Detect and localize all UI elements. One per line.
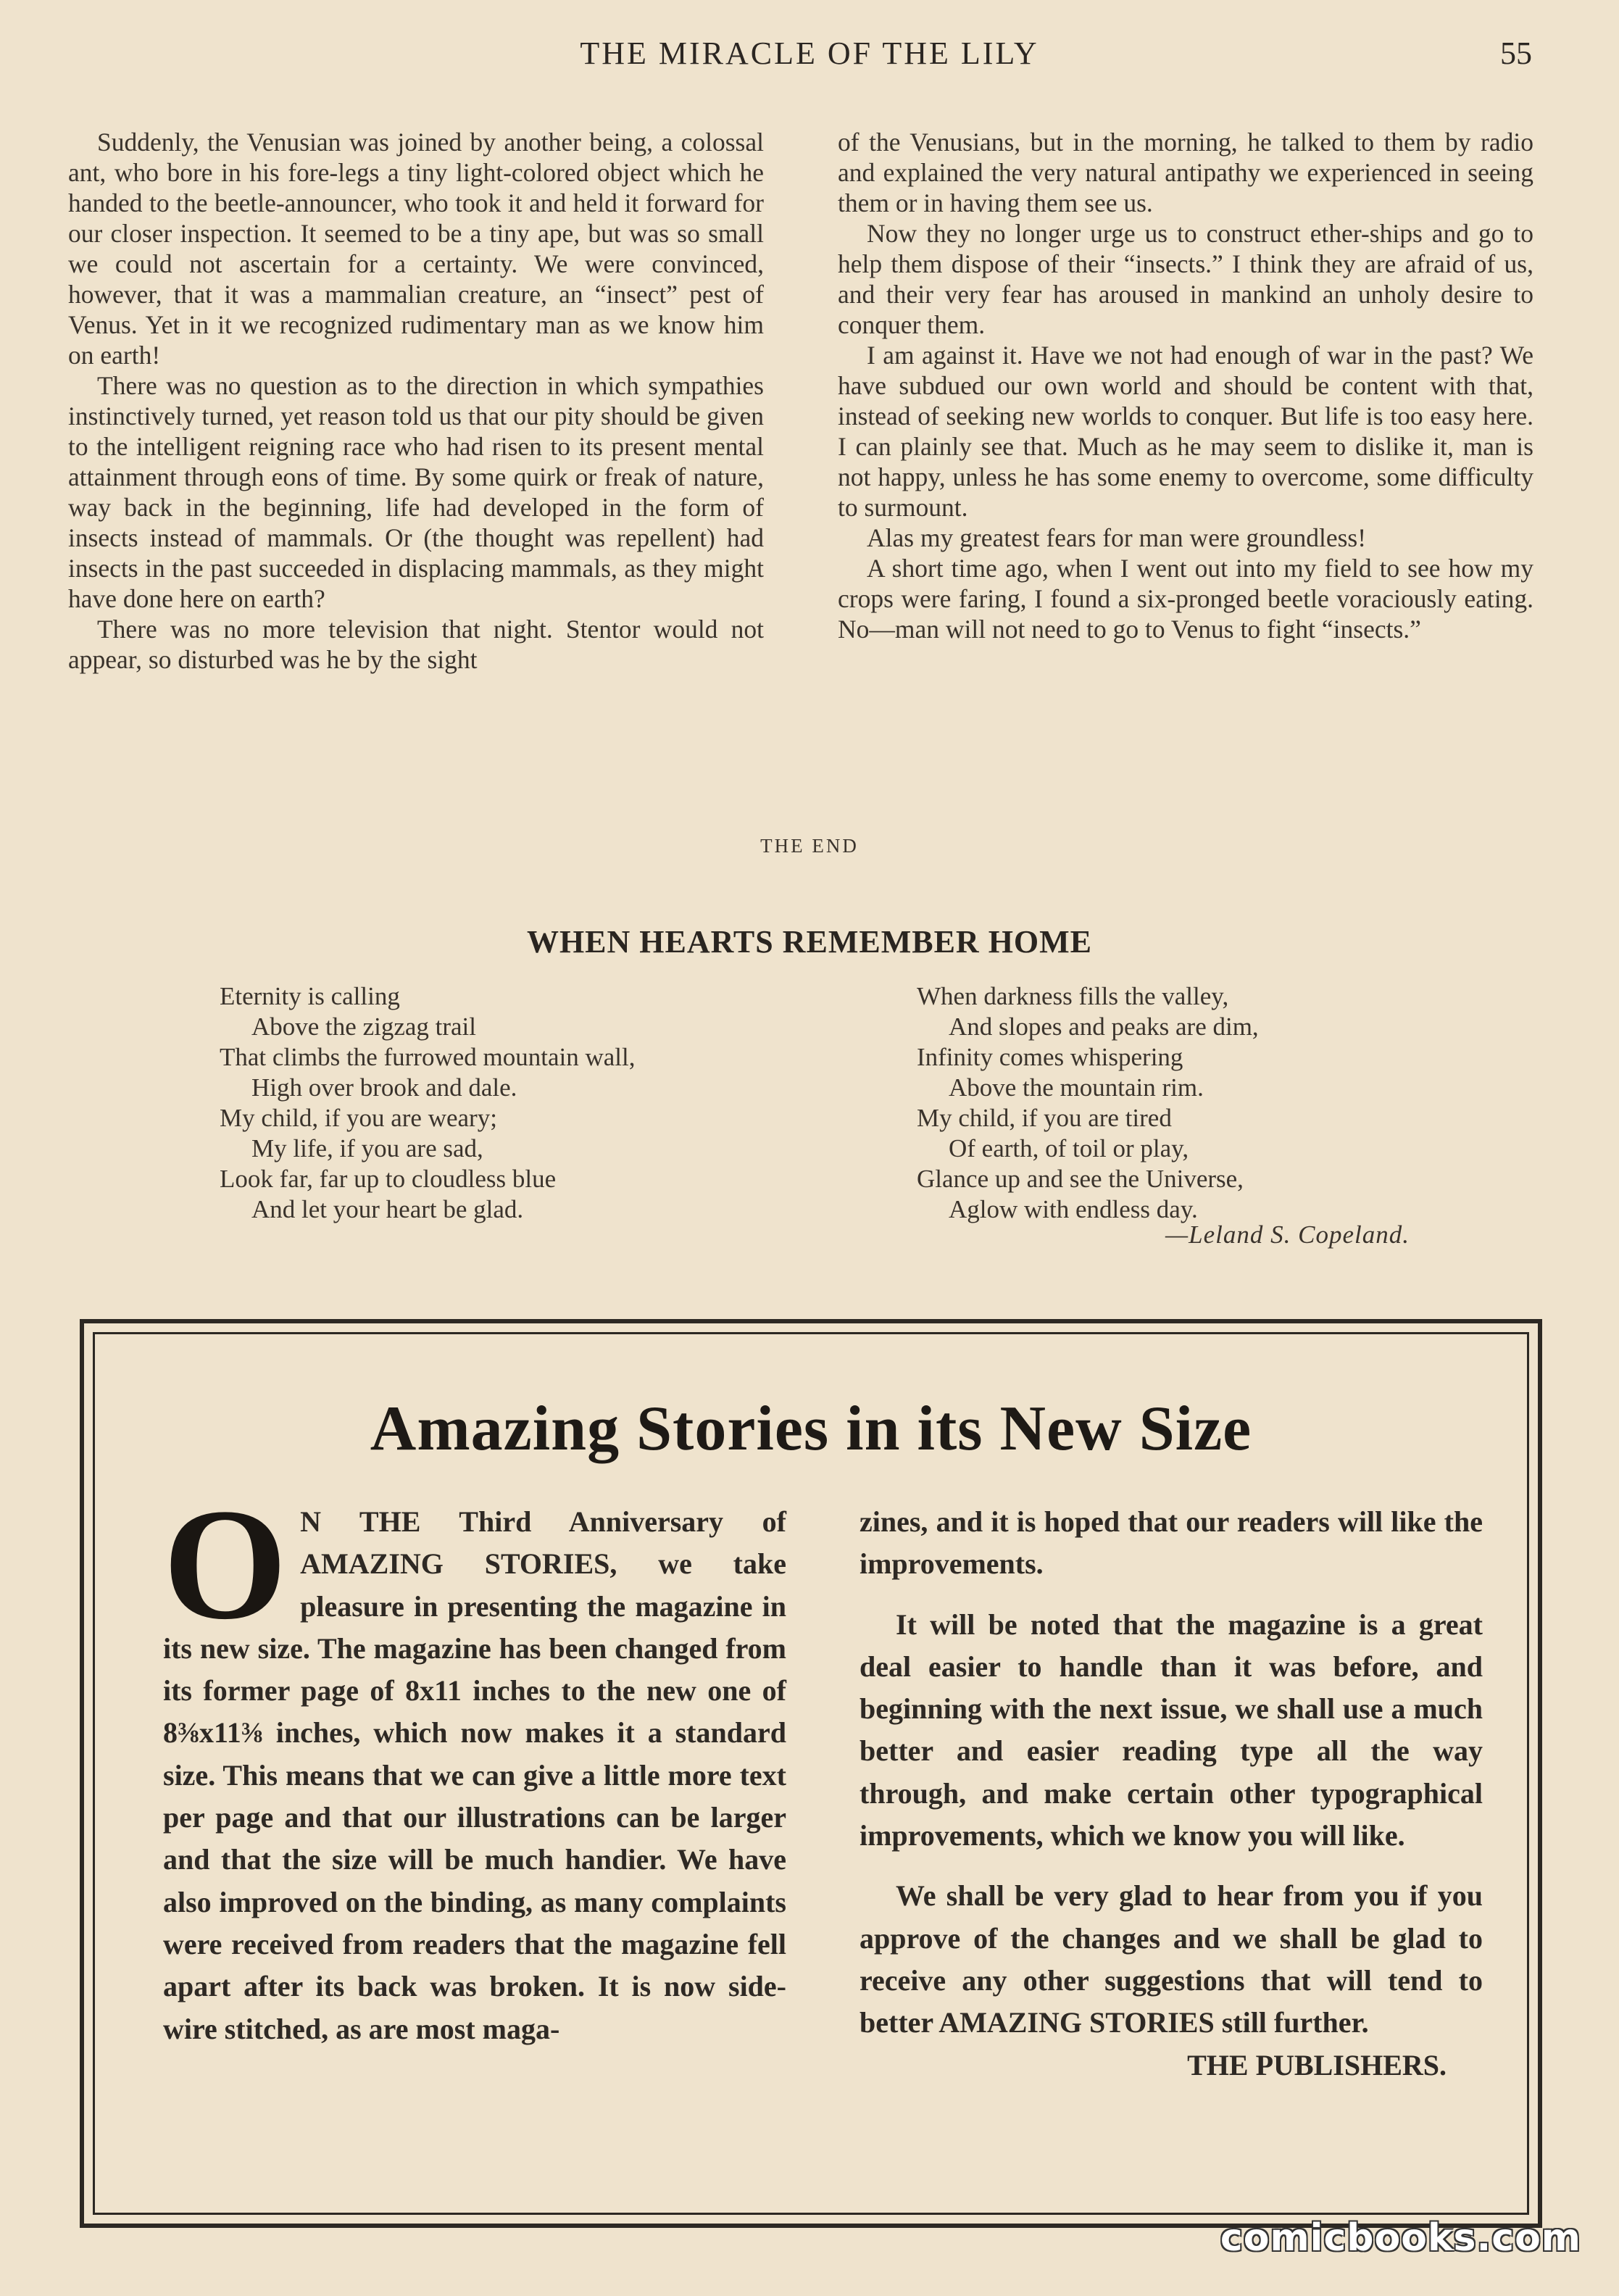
- story-columns: [68, 127, 1536, 797]
- story-paragraph: A short time ago, when I went out into my field to see how my crops were faring, I found a six-pronged beetle voraciously eating. No—man will not need to go to Venus to fight “insects.”: [838, 554, 1533, 644]
- story-paragraph: I am against it. Have we not had enough of war in the past? We have subdued our own world and should be content with that, instead of seeking new worlds to conquer. But life is too easy here. I can plainly see that. Much as he may seem to dislike it, man is not happy, unless he has some enemy to overcome, some difficulty to surmount.: [838, 341, 1533, 522]
- poem-line: Aglow with endless day.: [949, 1195, 1198, 1223]
- poem-title: WHEN HEARTS REMEMBER HOME: [526, 924, 1093, 960]
- story-paragraph: Suddenly, the Venusian was joined by another being, a colossal ant, who bore in his fore-legs a tiny light-colored object which he handed to the beetle-announcer, who took it and held it forward for our closer inspection. It seemed to be a tiny ape, but was so small we could not ascertain for a certainty. We were convinced, however, that it was a mammalian creature, an “insect” pest of Venus. Yet in it we recognized rudimentary man as we know him on earth!: [68, 128, 764, 370]
- poem-line: My life, if you are sad,: [251, 1134, 483, 1162]
- poem-stanza-left: [220, 981, 785, 1225]
- poem-line: And let your heart be glad.: [251, 1195, 524, 1223]
- poem-line: When darkness fills the valley,: [917, 982, 1229, 1010]
- publisher-notice-box: [80, 1319, 1542, 2228]
- poem-line: High over brook and dale.: [251, 1073, 517, 1102]
- page-number: 55: [1500, 36, 1532, 71]
- story-paragraph: of the Venusians, but in the morning, he talked to them by radio and explained the very natural antipathy we experienced in seeing them or in having them see us.: [838, 128, 1533, 217]
- site-watermark: comicbooks.com: [1220, 2216, 1581, 2260]
- poem-line: Look far, far up to cloudless blue: [220, 1165, 557, 1193]
- poem-line: My child, if you are weary;: [220, 1104, 497, 1132]
- notice-text: N THE Third Anniversary of AMAZING STORIES, we take pleasure in presenting the magazine in its new size. The magazine has been changed from its former page of 8x11 inches to the new one of 8⅜x11⅜ inches, which now makes it a standard size. This means that we can give a little more text per page and that our illustrations can be larger and that the size will be much handier. We have also improved on the binding, as many complaints were received from readers that the magazine fell apart after its back was broken. It is now side-wire stitched, as are most maga-: [163, 1505, 786, 2045]
- story-paragraph: Now they no longer urge us to construct ether-ships and go to help them dispose of their “insects.” I think they are afraid of us, and their very fear has aroused in mankind an unholy desire to conquer them.: [838, 219, 1533, 339]
- poem-line: Eternity is calling: [220, 982, 400, 1010]
- the-end-label: THE END: [760, 835, 859, 857]
- notice-signature: THE PUBLISHERS.: [1187, 2048, 1447, 2081]
- poem-author: —Leland S. Copeland.: [1165, 1220, 1410, 1249]
- poem-line: My child, if you are tired: [917, 1104, 1172, 1132]
- poem-line: Infinity comes whispering: [917, 1043, 1183, 1071]
- notice-title: Amazing Stories in its New Size: [370, 1394, 1252, 1464]
- story-paragraph: Alas my greatest fears for man were groundless!: [867, 523, 1367, 552]
- poem-stanza-right: [917, 981, 1482, 1225]
- notice-paragraph: [163, 1476, 786, 2050]
- notice-column-left: [163, 1476, 786, 2050]
- story-paragraph: There was no question as to the direction in which sympathies instinctively turned, yet reason told us that our pity should be given to the intelligent reigning race who had risen to its present mental attainment through eons of time. By some quirk or freak of nature, way back in the beginning, life had developed in the form of insects instead of mammals. Or (the thought was repellent) had insects in the past succeeded in displacing mammals, as they might have done here on earth?: [68, 371, 764, 613]
- poem-line: And slopes and peaks are dim,: [949, 1012, 1259, 1041]
- notice-paragraph: zines, and it is hoped that our readers will like the improvements.: [860, 1505, 1483, 1581]
- poem-line: That climbs the furrowed mountain wall,: [220, 1043, 636, 1071]
- story-column-left: [68, 127, 764, 675]
- poem-line: Glance up and see the Universe,: [917, 1165, 1244, 1193]
- notice-paragraph: It will be noted that the magazine is a great deal easier to handle than it was before, and beginning with the next issue, we shall use a much better and easier reading type all the way through, and make certain other typographical improvements, which we know you will like.: [860, 1607, 1483, 1852]
- page-header: [0, 35, 1619, 78]
- notice-paragraph: We shall be very glad to hear from you if you approve of the changes and we shall be glad to receive any other suggestions that will tend to better AMAZING STORIES still further.: [860, 1879, 1483, 2039]
- poem-line: Of earth, of toil or play,: [949, 1134, 1189, 1162]
- notice-inner-border: [93, 1332, 1529, 2215]
- running-title: THE MIRACLE OF THE LILY: [580, 36, 1039, 71]
- poem-line: Above the zigzag trail: [251, 1012, 477, 1041]
- drop-cap: O: [163, 1476, 288, 1652]
- story-column-right: [838, 127, 1533, 644]
- notice-column-right: [860, 1501, 1483, 2087]
- poem-line: Above the mountain rim.: [949, 1073, 1204, 1102]
- story-paragraph: There was no more television that night. Stentor would not appear, so disturbed was he by the sight: [68, 615, 764, 674]
